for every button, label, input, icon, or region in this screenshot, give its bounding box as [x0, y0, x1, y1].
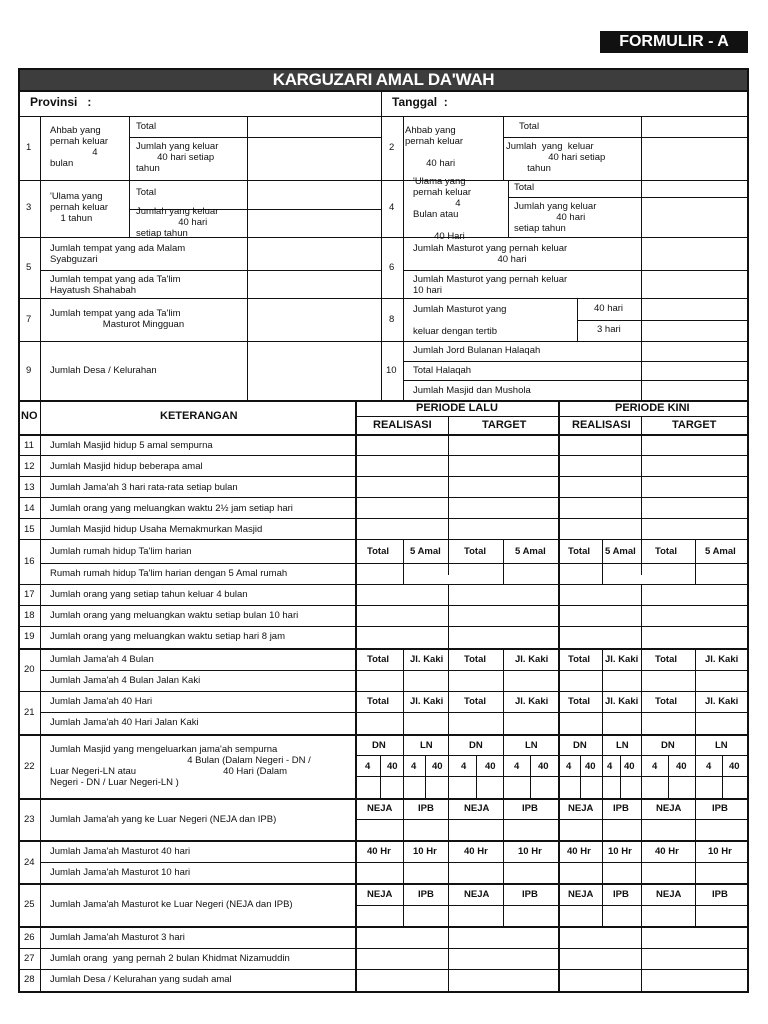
- row-25-label: Jumlah Jama'ah Masturot ke Luar Negeri (NEJA dan IPB): [50, 899, 293, 910]
- row-14-number: 14: [24, 503, 35, 514]
- r25-neja-3: NEJA: [568, 889, 594, 900]
- r22-dn-4: DN: [661, 740, 675, 751]
- row-4-total-label: Total: [514, 182, 535, 193]
- r23-neja-3: NEJA: [568, 803, 594, 814]
- r24-40hr-3: 40 Hr: [567, 846, 591, 857]
- r22-4-c: 4: [461, 761, 467, 772]
- r22-40-c: 40: [485, 761, 496, 772]
- row-18-label: Jumlah orang yang meluangkan waktu setiap bulan 10 hari: [50, 610, 299, 621]
- r22-dn-2: DN: [469, 740, 483, 751]
- r23-neja-1: NEJA: [367, 803, 393, 814]
- r23-ipb-4: IPB: [712, 803, 728, 814]
- row-13-label: Jumlah Jama'ah 3 hari rata-rata setiap bulan: [50, 482, 238, 493]
- row-17-label: Jumlah orang yang setiap tahun keluar 4 bulan: [50, 589, 248, 600]
- r24-40hr-1: 40 Hr: [367, 846, 391, 857]
- r16-amal-1: 5 Amal: [410, 546, 441, 557]
- row-3-keluar-label: Jumlah yang keluar 40 hari setiap tahun: [136, 206, 219, 239]
- r24-10hr-3: 10 Hr: [608, 846, 632, 857]
- r24-10hr-4: 10 Hr: [708, 846, 732, 857]
- tanggal-label: Tanggal :: [392, 95, 448, 109]
- row-12-number: 12: [24, 461, 35, 472]
- r16-amal-4: 5 Amal: [705, 546, 736, 557]
- row-3-number: 3: [26, 202, 32, 213]
- r21-total-3: Total: [568, 696, 590, 707]
- row-6-label-a: Jumlah Masturot yang pernah keluar 40 hari: [413, 243, 568, 265]
- r22-4-e: 4: [566, 761, 572, 772]
- r20-jlkaki-1: Jl. Kaki: [410, 654, 444, 665]
- row-24-label-b: Jumlah Jama'ah Masturot 10 hari: [50, 867, 191, 878]
- r23-ipb-2: IPB: [522, 803, 538, 814]
- r22-4-f: 4: [607, 761, 613, 772]
- row-8-label: Jumlah Masturot yang keluar dengan tertib: [413, 304, 507, 337]
- row-16-label-b: Rumah rumah hidup Ta'lim harian dengan 5 Amal rumah: [50, 568, 288, 579]
- form-code-label: FORMULIR - A: [600, 31, 748, 53]
- header-realisasi-lalu: REALISASI: [373, 419, 432, 431]
- r25-ipb-4: IPB: [712, 889, 728, 900]
- r22-40-d: 40: [538, 761, 549, 772]
- row-2-keluar-label: Jumlah yang keluar 40 hari setiap tahun: [506, 141, 606, 174]
- row-21-number: 21: [24, 707, 35, 718]
- r16-amal-2: 5 Amal: [515, 546, 546, 557]
- r23-ipb-3: IPB: [613, 803, 629, 814]
- row-3-label: 'Ulama yang pernah keluar 1 tahun: [50, 191, 109, 224]
- r25-ipb-1: IPB: [418, 889, 434, 900]
- form-frame: [18, 91, 749, 993]
- row-5-label-a: Jumlah tempat yang ada Malam Syabguzari: [50, 243, 186, 265]
- row-24-number: 24: [24, 857, 35, 868]
- r23-neja-4: NEJA: [656, 803, 682, 814]
- row-15-number: 15: [24, 524, 35, 535]
- r16-total-1: Total: [367, 546, 389, 557]
- row-3-total-label: Total: [136, 187, 157, 198]
- r20-total-2: Total: [464, 654, 486, 665]
- row-1-keluar-label: Jumlah yang keluar 40 hari setiap tahun: [136, 141, 219, 174]
- r22-40-f: 40: [624, 761, 635, 772]
- r20-total-1: Total: [367, 654, 389, 665]
- row-10-number: 10: [386, 365, 397, 376]
- header-target-lalu: TARGET: [482, 419, 527, 431]
- header-target-kini: TARGET: [672, 419, 717, 431]
- row-8-number: 8: [389, 314, 395, 325]
- row-24-label-a: Jumlah Jama'ah Masturot 40 hari: [50, 846, 191, 857]
- row-23-number: 23: [24, 814, 35, 825]
- r20-total-3: Total: [568, 654, 590, 665]
- r21-total-2: Total: [464, 696, 486, 707]
- r21-total-4: Total: [655, 696, 677, 707]
- r20-jlkaki-2: Jl. Kaki: [515, 654, 549, 665]
- r22-dn-3: DN: [573, 740, 587, 751]
- row-7-label: Jumlah tempat yang ada Ta'lim Masturot Mingguan: [50, 308, 185, 330]
- row-22-label: Jumlah Masjid yang mengeluarkan jama'ah sempurna 4 Bulan (Dalam Negeri - DN / Luar Negeri-LN atau 40 Hari (Dalam Negeri - DN / Luar Negeri-LN ): [50, 744, 311, 788]
- row-20-label-a: Jumlah Jama'ah 4 Bulan: [50, 654, 154, 665]
- r22-ln-4: LN: [715, 740, 728, 751]
- r22-40-g: 40: [676, 761, 687, 772]
- row-1-total-label: Total: [136, 121, 157, 132]
- row-28-label: Jumlah Desa / Kelurahan yang sudah amal: [50, 974, 232, 985]
- row-23-label: Jumlah Jama'ah yang ke Luar Negeri (NEJA dan IPB): [50, 814, 277, 825]
- r25-neja-4: NEJA: [656, 889, 682, 900]
- row-4-keluar-label: Jumlah yang keluar 40 hari setiap tahun: [514, 201, 597, 234]
- row-10-label-a: Jumlah Jord Bulanan Halaqah: [413, 345, 541, 356]
- r25-ipb-2: IPB: [522, 889, 538, 900]
- row-11-label: Jumlah Masjid hidup 5 amal sempurna: [50, 440, 213, 451]
- r24-10hr-1: 10 Hr: [413, 846, 437, 857]
- r21-jlkaki-4: Jl. Kaki: [705, 696, 739, 707]
- row-13-number: 13: [24, 482, 35, 493]
- row-20-label-b: Jumlah Jama'ah 4 Bulan Jalan Kaki: [50, 675, 201, 686]
- r16-total-2: Total: [464, 546, 486, 557]
- row-5-number: 5: [26, 262, 32, 273]
- row-1-label: Ahbab yang pernah keluar 4 bulan: [50, 125, 109, 169]
- row-1-number: 1: [26, 142, 32, 153]
- header-no: NO: [21, 410, 38, 422]
- row-9-number: 9: [26, 365, 32, 376]
- header-periode-kini: PERIODE KINI: [615, 402, 690, 414]
- row-2-number: 2: [389, 142, 395, 153]
- r22-4-d: 4: [514, 761, 520, 772]
- row-19-number: 19: [24, 631, 35, 642]
- r16-total-3: Total: [568, 546, 590, 557]
- row-21-label-b: Jumlah Jama'ah 40 Hari Jalan Kaki: [50, 717, 199, 728]
- row-15-label: Jumlah Masjid hidup Usaha Memakmurkan Masjid: [50, 524, 263, 535]
- row-4-label: 'Ulama yang pernah keluar 4 Bulan atau 40 Hari: [413, 176, 472, 242]
- r25-neja-2: NEJA: [464, 889, 490, 900]
- row-22-number: 22: [24, 761, 35, 772]
- provinsi-label: Provinsi :: [30, 95, 92, 109]
- r20-jlkaki-3: Jl. Kaki: [605, 654, 639, 665]
- r25-neja-1: NEJA: [367, 889, 393, 900]
- row-6-label-b: Jumlah Masturot yang pernah keluar 10 hari: [413, 274, 568, 296]
- row-17-number: 17: [24, 589, 35, 600]
- r25-ipb-3: IPB: [613, 889, 629, 900]
- row-26-label: Jumlah Jama'ah Masturot 3 hari: [50, 932, 185, 943]
- r22-4-b: 4: [411, 761, 417, 772]
- r22-4-a: 4: [365, 761, 371, 772]
- row-14-label: Jumlah orang yang meluangkan waktu 2½ jam setiap hari: [50, 503, 293, 514]
- row-27-label: Jumlah orang yang pernah 2 bulan Khidmat Nizamuddin: [50, 953, 290, 964]
- row-4-number: 4: [389, 202, 395, 213]
- r21-jlkaki-2: Jl. Kaki: [515, 696, 549, 707]
- row-26-number: 26: [24, 932, 35, 943]
- header-realisasi-kini: REALISASI: [572, 419, 631, 431]
- r22-40-a: 40: [387, 761, 398, 772]
- header-keterangan: KETERANGAN: [160, 410, 238, 422]
- r16-total-4: Total: [655, 546, 677, 557]
- row-6-number: 6: [389, 262, 395, 273]
- row-16-label-a: Jumlah rumah hidup Ta'lim harian: [50, 546, 192, 557]
- r21-jlkaki-1: Jl. Kaki: [410, 696, 444, 707]
- form-title: KARGUZARI AMAL DA'WAH: [18, 68, 749, 92]
- r23-ipb-1: IPB: [418, 803, 434, 814]
- row-28-number: 28: [24, 974, 35, 985]
- row-7-number: 7: [26, 314, 32, 325]
- row-5-label-b: Jumlah tempat yang ada Ta'lim Hayatush Shahabah: [50, 274, 181, 296]
- r16-amal-3: 5 Amal: [605, 546, 636, 557]
- r21-total-1: Total: [367, 696, 389, 707]
- r24-10hr-2: 10 Hr: [518, 846, 542, 857]
- r22-ln-1: LN: [420, 740, 433, 751]
- row-16-number: 16: [24, 556, 35, 567]
- row-27-number: 27: [24, 953, 35, 964]
- row-20-number: 20: [24, 664, 35, 675]
- row-2-total-label: Total: [519, 121, 540, 132]
- r20-total-4: Total: [655, 654, 677, 665]
- r22-40-b: 40: [432, 761, 443, 772]
- row-8-40-hari: 40 hari: [594, 303, 624, 314]
- r22-ln-2: LN: [525, 740, 538, 751]
- r23-neja-2: NEJA: [464, 803, 490, 814]
- row-19-label: Jumlah orang yang meluangkan waktu setiap hari 8 jam: [50, 631, 285, 642]
- r22-40-h: 40: [729, 761, 740, 772]
- row-25-number: 25: [24, 899, 35, 910]
- row-18-number: 18: [24, 610, 35, 621]
- row-10-label-c: Jumlah Masjid dan Mushola: [413, 385, 531, 396]
- row-9-label: Jumlah Desa / Kelurahan: [50, 365, 157, 376]
- r22-4-g: 4: [652, 761, 658, 772]
- r24-40hr-2: 40 Hr: [464, 846, 488, 857]
- row-12-label: Jumlah Masjid hidup beberapa amal: [50, 461, 203, 472]
- row-21-label-a: Jumlah Jama'ah 40 Hari: [50, 696, 153, 707]
- r22-dn-1: DN: [372, 740, 386, 751]
- r21-jlkaki-3: Jl. Kaki: [605, 696, 639, 707]
- r20-jlkaki-4: Jl. Kaki: [705, 654, 739, 665]
- row-2-label: Ahbab yang pernah keluar 40 hari: [405, 125, 464, 169]
- row-11-number: 11: [24, 440, 34, 451]
- r22-40-e: 40: [585, 761, 596, 772]
- r24-40hr-4: 40 Hr: [655, 846, 679, 857]
- r22-ln-3: LN: [616, 740, 629, 751]
- row-8-3-hari: 3 hari: [597, 324, 621, 335]
- row-10-label-b: Total Halaqah: [413, 365, 472, 376]
- header-periode-lalu: PERIODE LALU: [416, 402, 498, 414]
- r22-4-h: 4: [706, 761, 712, 772]
